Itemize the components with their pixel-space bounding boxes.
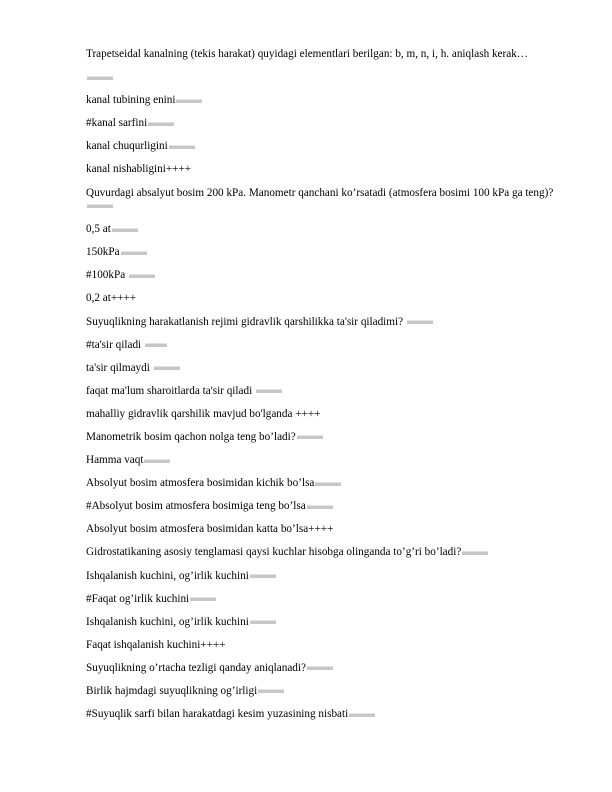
line-text: mahalliy gidravlik qarshilik mavjud bo'lganda ++++ bbox=[86, 407, 321, 420]
document-page bbox=[86, 48, 566, 731]
separator-mark bbox=[87, 76, 113, 80]
question-text bbox=[86, 187, 566, 214]
line-text: #100kPa bbox=[86, 269, 128, 282]
line-text: Absolyut bosim atmosfera bosimidan katta bo’lsa++++ bbox=[86, 523, 334, 536]
answer-option bbox=[86, 246, 566, 260]
question-text bbox=[86, 316, 566, 330]
separator-mark bbox=[145, 343, 167, 347]
separator-mark bbox=[176, 99, 202, 103]
answer-option bbox=[86, 523, 566, 537]
line-text: 150kPa bbox=[86, 246, 120, 259]
separator-mark bbox=[129, 274, 155, 278]
line-text: Suyuqlikning o’rtacha tezligi qanday aniqlanadi? bbox=[86, 661, 306, 674]
line-text: faqat ma'lum sharoitlarda ta'sir qiladi bbox=[86, 384, 255, 397]
separator-mark bbox=[154, 366, 180, 370]
line-text: #ta'sir qiladi bbox=[86, 338, 144, 351]
answer-option bbox=[86, 385, 566, 399]
line-text: #Absolyut bosim atmosfera bosimiga teng bo’lsa bbox=[86, 500, 306, 513]
separator-mark bbox=[297, 435, 323, 439]
answer-option bbox=[86, 616, 566, 630]
question-text bbox=[86, 48, 566, 62]
question-text bbox=[86, 546, 566, 560]
separator-mark bbox=[307, 666, 333, 670]
line-text: Manometrik bosim qachon nolga teng bo’ladi? bbox=[86, 431, 296, 443]
line-text: Quvurdagi absalyut bosim 200 kPa. Manometr qanchani ko’rsatadi (atmosfera bosimi 100 kPa ga teng)? bbox=[86, 186, 554, 199]
answer-option bbox=[86, 269, 566, 283]
answer-option bbox=[86, 362, 566, 376]
question-text bbox=[86, 662, 566, 676]
line-text: kanal tubining enini bbox=[86, 94, 176, 107]
separator-mark bbox=[144, 459, 170, 463]
answer-option bbox=[86, 593, 566, 607]
line-text: kanal chuqurligini bbox=[86, 140, 168, 153]
answer-option bbox=[86, 708, 566, 722]
separator-mark bbox=[190, 597, 216, 601]
line-text: Suyuqlikning harakatlanish rejimi gidravlik qarshilikka ta'sir qiladimi? bbox=[86, 315, 406, 328]
separator-mark bbox=[315, 482, 341, 486]
answer-option bbox=[86, 292, 566, 306]
answer-option bbox=[86, 685, 566, 699]
line-text: #Faqat og’irlik kuchini bbox=[86, 592, 190, 605]
line-text: Absolyut bosim atmosfera bosimidan kichik bo’lsa bbox=[86, 477, 315, 490]
separator-mark bbox=[349, 713, 375, 717]
line-text: #Suyuqlik sarfi bilan harakatdagi kesim yuzasining nisbati bbox=[86, 708, 349, 721]
answer-option bbox=[86, 223, 566, 237]
separator-mark bbox=[407, 320, 433, 324]
line-text: ta'sir qilmaydi bbox=[86, 361, 153, 374]
line-text: Ishqalanish kuchini, og’irlik kuchini bbox=[86, 615, 249, 628]
separator-mark bbox=[250, 620, 276, 624]
answer-option bbox=[86, 163, 566, 177]
separator-mark bbox=[250, 574, 276, 578]
answer-option bbox=[86, 477, 566, 491]
separator-mark bbox=[462, 551, 488, 555]
separator-mark bbox=[169, 145, 195, 149]
line-text: kanal nishabligini++++ bbox=[86, 163, 192, 176]
answer-option bbox=[86, 339, 566, 353]
separator-mark bbox=[256, 389, 282, 393]
answer-option bbox=[86, 117, 566, 131]
answer-option bbox=[86, 500, 566, 514]
line-text: Hamma vaqt bbox=[86, 454, 144, 467]
answer-option bbox=[86, 454, 566, 468]
separator-mark bbox=[148, 122, 174, 126]
line-text: 0,2 at++++ bbox=[86, 292, 137, 305]
question-text bbox=[86, 431, 566, 445]
answer-option bbox=[86, 639, 566, 653]
line-text: 0,5 at bbox=[86, 223, 111, 236]
separator-mark bbox=[307, 505, 333, 509]
line-text: Faqat ishqalanish kuchini++++ bbox=[86, 638, 226, 651]
separator-mark bbox=[87, 204, 113, 208]
answer-option bbox=[86, 408, 566, 422]
line-text: Birlik hajmdagi suyuqlikning og’irligi bbox=[86, 685, 258, 698]
separator-mark bbox=[258, 689, 284, 693]
answer-option bbox=[86, 570, 566, 584]
line-text: Trapetseidal kanalning (tekis harakat) quyidagi elementlari berilgan: b, m, n, i, h. aniqlash kerak… bbox=[86, 48, 528, 60]
answer-option bbox=[86, 94, 566, 108]
separator-line bbox=[86, 71, 566, 85]
line-text: Gidrostatikaning asosiy tenglamasi qaysi kuchlar hisobga olinganda to’g’ri bo’ladi? bbox=[86, 546, 462, 559]
separator-mark bbox=[121, 251, 147, 255]
separator-mark bbox=[112, 228, 138, 232]
answer-option bbox=[86, 140, 566, 154]
line-text: Ishqalanish kuchini, og’irlik kuchini bbox=[86, 569, 249, 582]
line-text: #kanal sarfini bbox=[86, 117, 148, 130]
